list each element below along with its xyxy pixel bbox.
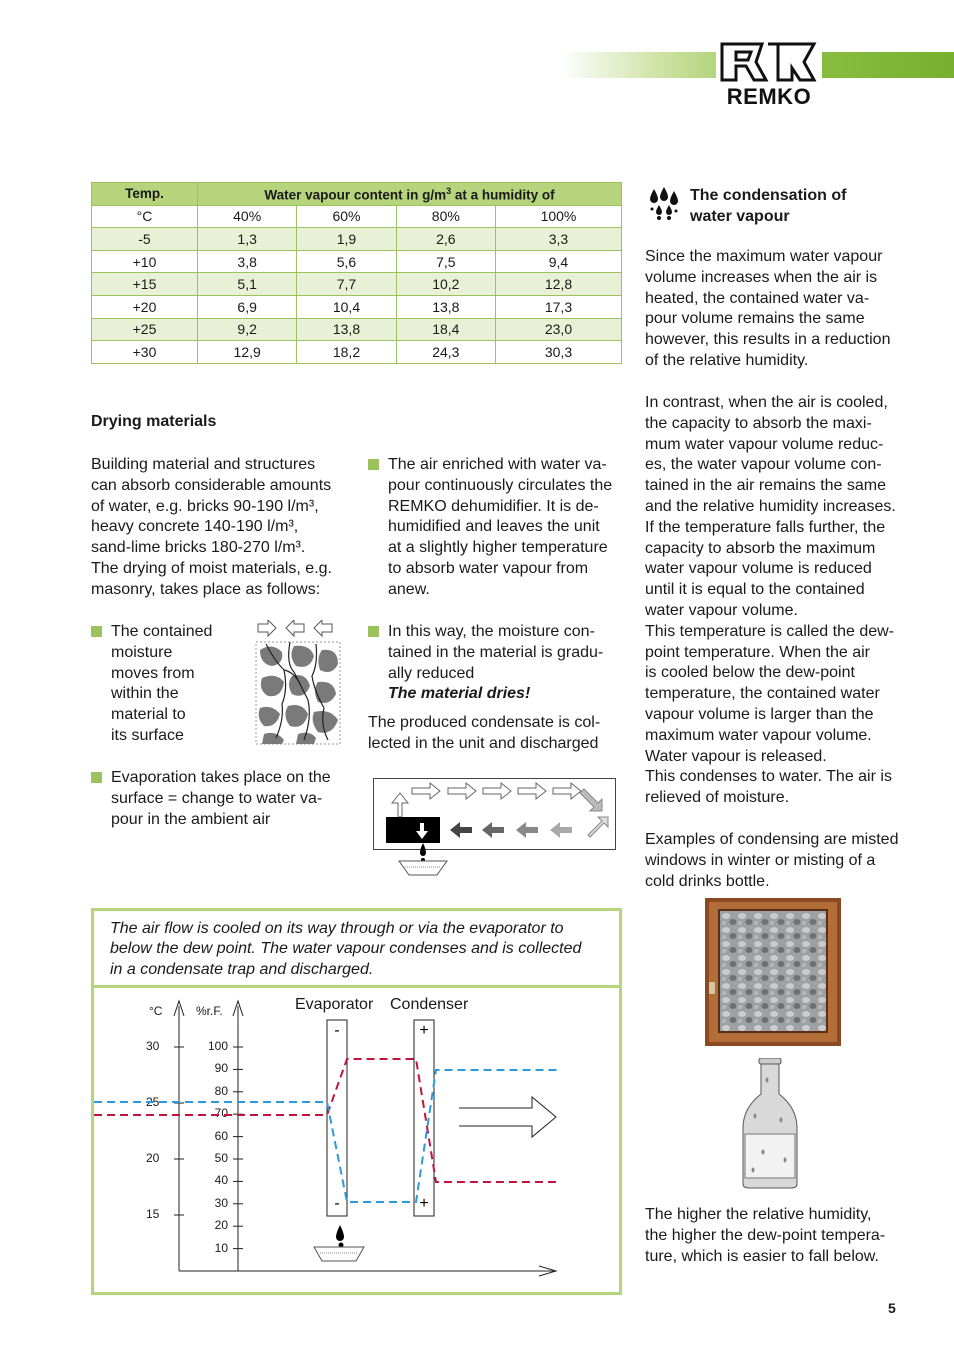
text-line: until it is equal to the contained: [645, 581, 865, 599]
text-line: In contrast, when the air is cooled,: [645, 394, 888, 411]
condensate-text: [368, 713, 628, 755]
table-cell: 9,4: [495, 250, 621, 273]
table-cell: 1,3: [198, 228, 297, 251]
drying-title: Drying materials: [91, 413, 217, 430]
text-line: heavy concrete 140-190 l/m³,: [91, 518, 299, 536]
logo-wordmark: REMKO: [726, 84, 812, 109]
text-line: anew.: [388, 580, 430, 598]
text-line: water vapour volume is reduced: [645, 560, 872, 578]
table-cell: +10: [92, 250, 198, 273]
text-line: can absorb considerable amounts: [91, 476, 332, 494]
table-body: [92, 228, 622, 364]
text-line: in a condensate trap and discharged.: [110, 960, 374, 978]
c-tick-label: 30: [146, 1039, 160, 1053]
rh-tick-label: 20: [214, 1218, 228, 1233]
table-row: [92, 341, 622, 364]
bullet-square: [91, 772, 102, 783]
table-cell: 18,4: [396, 318, 495, 341]
table-cell: 13,8: [297, 318, 396, 341]
text-line: is cooled below the dew-point: [645, 664, 855, 682]
axis-c-label: °C: [149, 1004, 163, 1018]
text-line: The higher the relative humidity,: [645, 1206, 872, 1223]
rh-tick-label: 100: [207, 1039, 228, 1053]
dehumidifier-airflow-diagram: [372, 777, 618, 877]
table-cell: +15: [92, 273, 198, 296]
text-line: capacity to absorb the maximum: [645, 539, 876, 557]
text-line: the capacity to absorb the maxi-: [645, 414, 872, 432]
text-line: the higher the dew-point tempera-: [645, 1226, 886, 1244]
table-subheader: [92, 205, 622, 228]
rh-tick-label: 70: [214, 1106, 228, 1121]
table-cell: 12,8: [495, 273, 621, 296]
condenser-label: Condenser: [390, 996, 469, 1013]
subheader-cell: 40%: [198, 205, 297, 228]
condensation-para2: [645, 393, 910, 809]
table-cell: 18,2: [297, 341, 396, 364]
text-line: Evaporation takes place on the: [111, 769, 331, 786]
c-tick-label: 20: [146, 1151, 160, 1165]
rh-tick-label: 50: [214, 1151, 228, 1165]
text-line: tained in the material is gradu-: [388, 643, 604, 661]
text-line: below the dew point. The water vapour condenses and is collected: [110, 940, 582, 958]
table-cell: 10,4: [297, 295, 396, 318]
table-row: [92, 318, 622, 341]
rh-tick-label: 80: [214, 1083, 228, 1098]
condensate-tray-icon: [399, 861, 447, 875]
text-line: pour volume remains the same: [645, 310, 865, 328]
text-line: The air flow is cooled on its way through or via the evaporator to: [110, 920, 564, 937]
evap-sign-bottom: -: [334, 1195, 340, 1212]
text-line: pour in the ambient air: [111, 810, 271, 828]
water-vapour-table: [91, 182, 622, 364]
text-line: Examples of condensing are misted: [645, 831, 899, 848]
subheader-cell: 60%: [297, 205, 396, 228]
text-line: material to: [111, 706, 186, 724]
table-cell: 10,2: [396, 273, 495, 296]
subheader-cell: °C: [92, 205, 198, 228]
table-cell: 2,6: [396, 228, 495, 251]
table-cell: 5,6: [297, 250, 396, 273]
text-line: Water vapour is released.: [645, 747, 827, 765]
misted-window-image: [705, 898, 841, 1046]
cond-sign-bottom: +: [419, 1195, 429, 1212]
unit-block: [386, 817, 440, 843]
table-cell: 17,3: [495, 295, 621, 318]
arrow-up-left-icon: [258, 620, 276, 636]
table-cell: 1,9: [297, 228, 396, 251]
text-line: In this way, the moisture con-: [388, 623, 595, 640]
text-line: of the relative humidity.: [645, 351, 809, 369]
bullet1-text: [111, 622, 231, 747]
text-line: however, this results in a reduction: [645, 331, 891, 349]
table-cell: 5,1: [198, 273, 297, 296]
text-line: point temperature. When the air: [645, 643, 871, 661]
table-row: [92, 228, 622, 251]
rh-tick-label: 40: [214, 1173, 228, 1188]
condensation-title: The condensation of water vapour: [690, 187, 847, 225]
water-drop-icon: [336, 1225, 344, 1241]
text-line: Building material and structures: [91, 456, 316, 473]
text-line: maximum water vapour volume.: [645, 726, 872, 744]
subheader-cell: 100%: [495, 205, 621, 228]
material-cross-section-illustration: [254, 620, 342, 746]
text-line: moisture: [111, 643, 173, 661]
condenser-bar: [414, 1020, 434, 1216]
condensation-para1: [645, 247, 910, 372]
text-line: tained in the air remains the same: [645, 477, 887, 495]
text-line: The air enriched with water va-: [388, 456, 607, 473]
rh-tick-label: 60: [214, 1128, 228, 1143]
table-cell: 30,3: [495, 341, 621, 364]
text-line: Since the maximum water vapour: [645, 248, 883, 265]
text-line: masonry, takes place as follows:: [91, 580, 321, 598]
text-line: within the: [111, 685, 179, 703]
text-line: temperature, the contained water: [645, 685, 880, 703]
bullet3-text: [388, 455, 628, 601]
table-cell: 12,9: [198, 341, 297, 364]
header-temp: Temp.: [92, 183, 198, 206]
table-cell: 6,9: [198, 295, 297, 318]
table-cell: 24,3: [396, 341, 495, 364]
table-row: [92, 273, 622, 296]
text-line: vapour volume is larger than the: [645, 705, 874, 723]
text-line: of water, e.g. bricks 90-190 l/m³,: [91, 497, 319, 515]
bullet-square: [368, 626, 379, 637]
evaporator-label: Evaporator: [295, 996, 374, 1013]
table-cell: 13,8: [396, 295, 495, 318]
table-cell: 3,8: [198, 250, 297, 273]
text-line: and the relative humidity increases.: [645, 497, 896, 515]
text-line: pour continuously circulates the: [388, 476, 613, 494]
text-line: surface = change to water va-: [111, 789, 323, 807]
table-cell: 7,5: [396, 250, 495, 273]
text-line: The drying of moist materials, e.g.: [91, 559, 332, 577]
subheader-cell: 80%: [396, 205, 495, 228]
text-line: This temperature is called the dew-: [645, 622, 894, 640]
text-line: If the temperature falls further, the: [645, 518, 886, 536]
text-line: This condenses to water. The air is: [645, 768, 892, 786]
cold-bottle-image: [741, 1058, 799, 1190]
table-cell: +30: [92, 341, 198, 364]
c-tick-label: 25: [146, 1095, 160, 1109]
c-tick-label: 15: [146, 1207, 160, 1221]
remko-logo-icon: [716, 40, 822, 84]
table-cell: 9,2: [198, 318, 297, 341]
text-line: windows in winter or misting of a: [645, 851, 876, 869]
drying-intro: [91, 455, 351, 601]
airflow-out-arrow-icon: [459, 1097, 556, 1137]
table-cell: 3,3: [495, 228, 621, 251]
text-line: The contained: [111, 623, 213, 640]
table-cell: -5: [92, 228, 198, 251]
text-line: cold drinks bottle.: [645, 872, 770, 890]
text-line: at a slightly higher temperature: [388, 539, 608, 557]
text-line: heated, the contained water va-: [645, 289, 870, 307]
table-cell: +25: [92, 318, 198, 341]
dew-point-diagram: [94, 911, 619, 1292]
rh-tick-label: 90: [214, 1061, 228, 1076]
condensate-tray-icon: [314, 1247, 364, 1261]
arrow-left-icon: [286, 620, 304, 636]
rh-tick-label: 30: [214, 1195, 228, 1210]
condensation-para3: [645, 830, 910, 892]
rh-tick-label: 10: [214, 1240, 228, 1255]
text-line: water vapour volume.: [645, 601, 798, 619]
text-line: volume increases when the air is: [645, 268, 878, 286]
remko-logo: [716, 40, 822, 110]
page-number: 5: [888, 1300, 896, 1316]
table-row: [92, 295, 622, 318]
text-line: REMKO dehumidifier. It is de-: [388, 497, 599, 515]
bullet-square: [91, 626, 102, 637]
cond-sign-top: +: [419, 1022, 429, 1039]
table-cell: 23,0: [495, 318, 621, 341]
table-cell: +20: [92, 295, 198, 318]
air-flow-box: [91, 908, 622, 1295]
arrow-left-icon: [314, 620, 332, 636]
text-line: The produced condensate is col-: [368, 714, 601, 731]
bullet-square: [368, 459, 379, 470]
table-cell: 7,7: [297, 273, 396, 296]
header-title: Water vapour content in $g/m^3$ at a humidity of: [198, 183, 622, 206]
table-row: [92, 250, 622, 273]
text-line: to absorb water vapour from: [388, 559, 589, 577]
evap-sign-top: -: [334, 1022, 340, 1039]
text-line: es, the water vapour volume con-: [645, 456, 882, 474]
text-line: humidified and leaves the unit: [388, 518, 600, 536]
condensation-para4: [645, 1205, 910, 1267]
text-line: moves from: [111, 664, 195, 682]
text-line: sand-lime bricks 180-270 l/m³.: [91, 539, 306, 557]
text-line: ture, which is easier to fall below.: [645, 1247, 879, 1265]
text-line: mum water vapour volume reduc-: [645, 435, 884, 453]
water-drops-icon: [648, 187, 680, 221]
text-line: relieved of moisture.: [645, 789, 790, 807]
text-line: its surface: [111, 726, 184, 744]
bullet2-text: [111, 768, 356, 830]
text-line: ally reduced: [388, 664, 475, 682]
text-line: lected in the unit and discharged: [368, 734, 599, 752]
bullet4-text: In this way, the moisture con- tained in the material is gradu- ally reduced The material dries!: [388, 622, 628, 705]
axis-rh-label: %r.F.: [196, 1004, 223, 1018]
